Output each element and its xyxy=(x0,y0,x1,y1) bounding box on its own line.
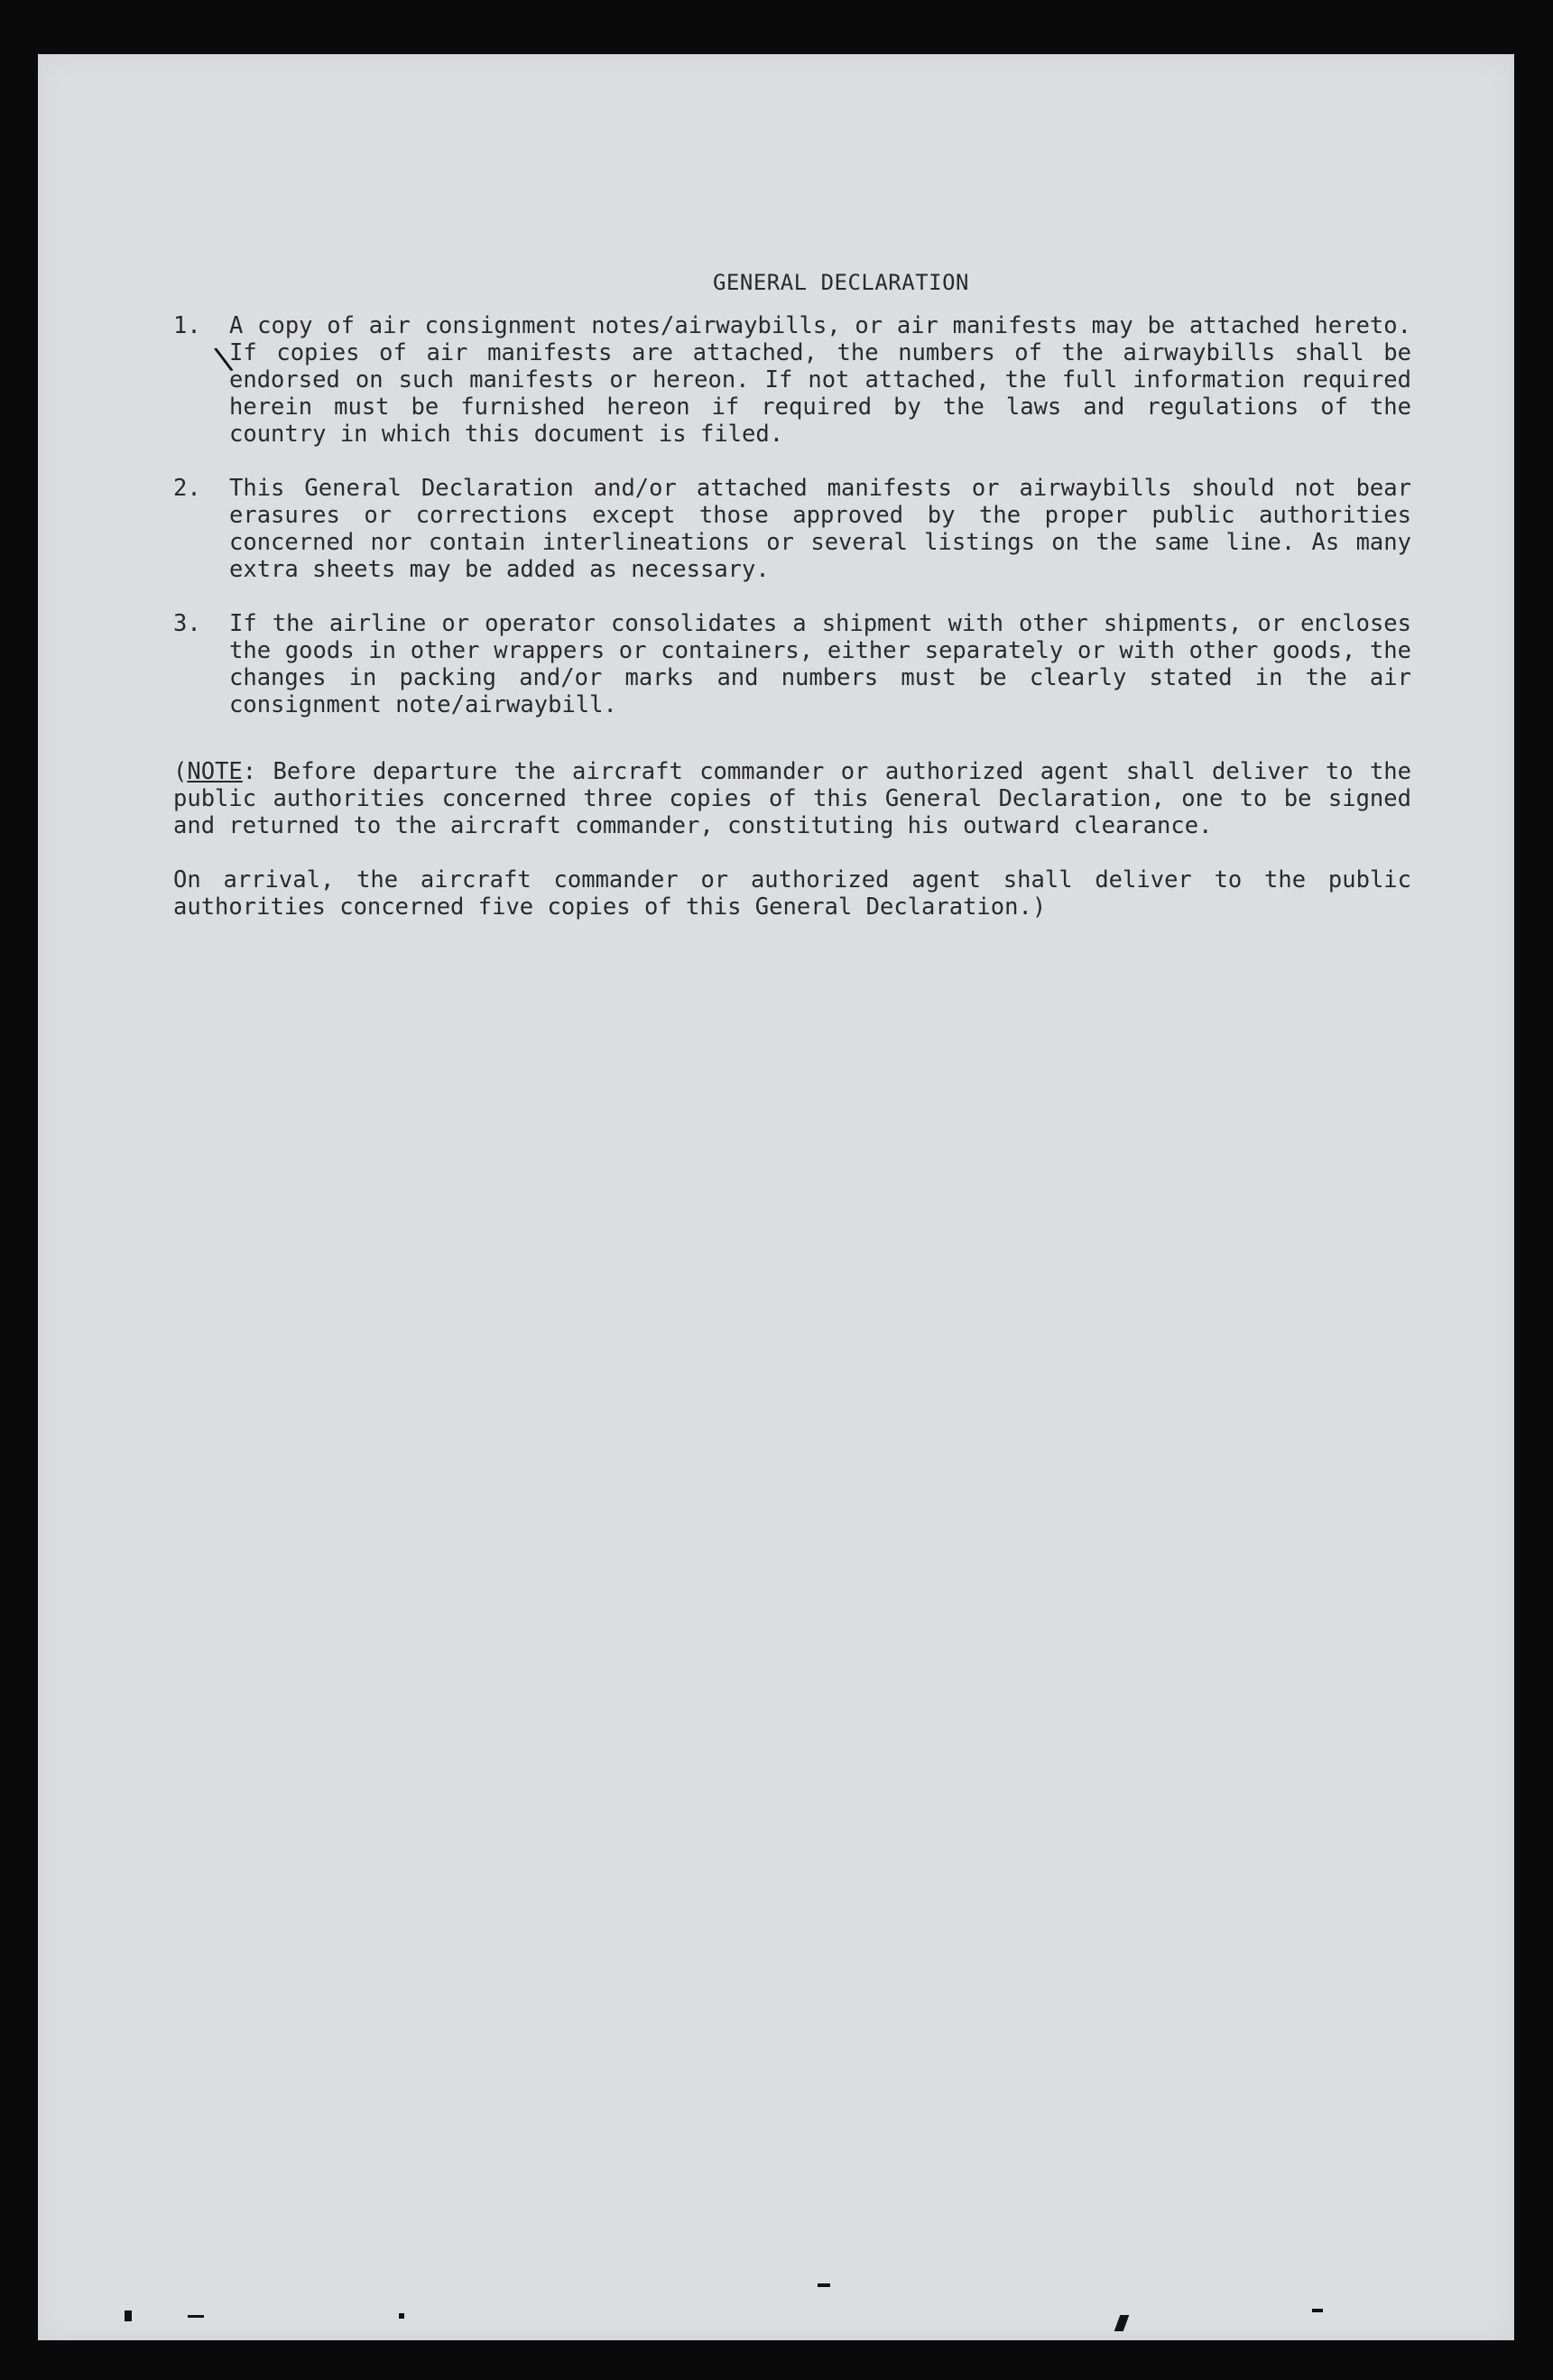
list-item xyxy=(173,475,1411,583)
scan-artifact xyxy=(1312,2309,1323,2312)
document-page xyxy=(38,54,1514,2340)
scan-artifact xyxy=(1114,2315,1130,2331)
arrival-paragraph: On arrival, the aircraft commander or authorized agent shall deliver to the public authorities concerned five copies of this General Declaration.) xyxy=(173,866,1411,921)
note-body: : Before departure the aircraft commander or authorized agent shall deliver to the public authorities concerned three copies of this General Declaration, one to be signed and returned to the aircraft commander, constituting his outward clearance. xyxy=(173,758,1411,839)
item-number: 3. xyxy=(173,610,201,637)
scan-artifact xyxy=(125,2311,132,2321)
item-text: This General Declaration and/or attached manifests or airwaybills should not bear erasures or corrections except those approved by the proper public authorities concerned nor contain interlineations or several listings on the same line. As many extra sheets may be added as necessary. xyxy=(229,475,1411,583)
page-title: GENERAL DECLARATION xyxy=(712,270,970,295)
handwritten-mark: \ xyxy=(211,339,237,379)
item-text: A copy of air consignment notes/airwaybills, or air manifests may be attached hereto. If copies of air manifests are attached, the numbers of the airwaybills shall be endorsed on such manifests or hereon. If not attached, the full information required herein must be furnished hereon if required by the laws and regulations of the country in which this document is filed. xyxy=(229,312,1411,448)
scan-artifact xyxy=(818,2283,830,2287)
declaration-body xyxy=(173,269,1411,921)
item-number: 1. xyxy=(173,312,201,339)
note-label: NOTE xyxy=(187,758,243,785)
item-text: If the airline or operator consolidates a shipment with other shipments, or encloses the goods in other wrappers or containers, either separately or with other goods, the changes in packing and/or marks and numbers must be clearly stated in the air consignment note/airwaybill. xyxy=(229,610,1411,718)
item-number: 2. xyxy=(173,475,201,502)
scan-artifact xyxy=(188,2315,204,2318)
note-open-paren: ( xyxy=(173,758,188,785)
note-paragraph xyxy=(173,758,1411,839)
list-item xyxy=(173,610,1411,718)
list-item xyxy=(173,312,1411,448)
scan-artifact xyxy=(399,2313,404,2319)
